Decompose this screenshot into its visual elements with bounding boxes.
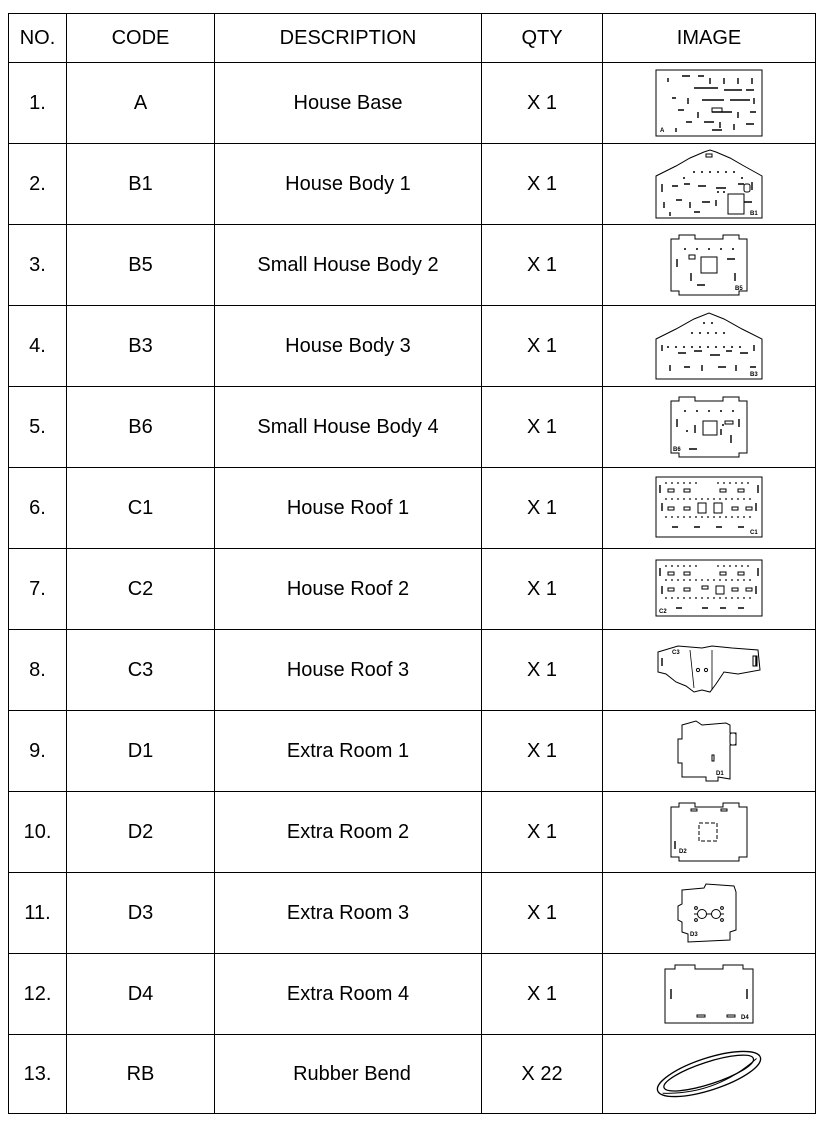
header-row xyxy=(9,14,816,63)
row-no: 3. xyxy=(9,225,67,306)
row-no: 5. xyxy=(9,387,67,468)
table-row xyxy=(9,387,816,468)
row-qty: X 1 xyxy=(482,711,603,792)
extra-room-2-panel-icon xyxy=(667,801,751,863)
row-image xyxy=(603,468,816,549)
row-code: B5 xyxy=(67,225,215,306)
row-image xyxy=(603,306,816,387)
row-image xyxy=(603,954,816,1035)
parts-list-table xyxy=(8,13,816,1114)
house-roof-1-panel-icon xyxy=(654,475,764,541)
house-roof-2-panel-icon xyxy=(654,558,764,620)
row-description: House Roof 1 xyxy=(215,468,482,549)
row-description: House Body 3 xyxy=(215,306,482,387)
table-row xyxy=(9,144,816,225)
row-code: D1 xyxy=(67,711,215,792)
row-code: B6 xyxy=(67,387,215,468)
row-qty: X 1 xyxy=(482,468,603,549)
row-no: 1. xyxy=(9,63,67,144)
row-image xyxy=(603,1035,816,1114)
house-roof-3-panel-icon xyxy=(654,644,764,696)
panel-label: B6 xyxy=(673,447,681,453)
header-description: DESCRIPTION xyxy=(215,14,482,63)
table-row xyxy=(9,630,816,711)
row-description: House Base xyxy=(215,63,482,144)
row-qty: X 1 xyxy=(482,387,603,468)
row-image xyxy=(603,63,816,144)
row-description: Rubber Bend xyxy=(215,1035,482,1114)
row-description: Extra Room 1 xyxy=(215,711,482,792)
row-no: 7. xyxy=(9,549,67,630)
row-no: 6. xyxy=(9,468,67,549)
panel-label: B5 xyxy=(735,286,743,292)
house-body-3-panel-icon xyxy=(654,311,764,381)
table-row xyxy=(9,1035,816,1114)
small-house-body-4-panel-icon xyxy=(667,395,751,459)
panel-label: C1 xyxy=(750,530,758,536)
panel-label: C3 xyxy=(672,650,680,656)
panel-label: B1 xyxy=(750,211,758,217)
panel-label: D4 xyxy=(741,1015,749,1021)
row-description: Extra Room 2 xyxy=(215,792,482,873)
panel-label: D1 xyxy=(716,771,724,777)
row-code: D3 xyxy=(67,873,215,954)
row-code: A xyxy=(67,63,215,144)
table-row xyxy=(9,468,816,549)
row-image xyxy=(603,792,816,873)
row-qty: X 1 xyxy=(482,792,603,873)
row-qty: X 1 xyxy=(482,630,603,711)
panel-label: C2 xyxy=(659,609,667,615)
table-row xyxy=(9,63,816,144)
table-row xyxy=(9,792,816,873)
rubber-band-icon xyxy=(649,1044,769,1104)
row-no: 4. xyxy=(9,306,67,387)
row-description: Small House Body 2 xyxy=(215,225,482,306)
panel-label: B3 xyxy=(750,372,758,378)
header-image: IMAGE xyxy=(603,14,816,63)
panel-label: A xyxy=(660,128,665,134)
row-qty: X 1 xyxy=(482,144,603,225)
row-code: D4 xyxy=(67,954,215,1035)
row-qty: X 1 xyxy=(482,225,603,306)
table-row xyxy=(9,549,816,630)
row-description: Extra Room 3 xyxy=(215,873,482,954)
table-row xyxy=(9,873,816,954)
row-qty: X 1 xyxy=(482,954,603,1035)
row-code: RB xyxy=(67,1035,215,1114)
small-house-body-2-panel-icon xyxy=(667,233,751,297)
table-row xyxy=(9,711,816,792)
panel-label: D2 xyxy=(679,849,687,855)
table-row xyxy=(9,954,816,1035)
row-description: House Roof 3 xyxy=(215,630,482,711)
row-no: 10. xyxy=(9,792,67,873)
row-code: B1 xyxy=(67,144,215,225)
row-image xyxy=(603,549,816,630)
row-description: Extra Room 4 xyxy=(215,954,482,1035)
header-code: CODE xyxy=(67,14,215,63)
header-no: NO. xyxy=(9,14,67,63)
row-qty: X 1 xyxy=(482,306,603,387)
panel-label: D3 xyxy=(690,932,698,938)
row-qty: X 1 xyxy=(482,63,603,144)
row-description: House Body 1 xyxy=(215,144,482,225)
table-row xyxy=(9,225,816,306)
row-no: 9. xyxy=(9,711,67,792)
row-no: 8. xyxy=(9,630,67,711)
row-image xyxy=(603,144,816,225)
header-qty: QTY xyxy=(482,14,603,63)
row-code: C2 xyxy=(67,549,215,630)
house-body-1-panel-icon xyxy=(654,148,764,220)
row-code: B3 xyxy=(67,306,215,387)
row-image xyxy=(603,387,816,468)
row-image xyxy=(603,630,816,711)
extra-room-4-panel-icon xyxy=(661,961,757,1027)
row-image xyxy=(603,711,816,792)
house-base-panel-icon xyxy=(654,68,764,138)
row-code: D2 xyxy=(67,792,215,873)
row-no: 12. xyxy=(9,954,67,1035)
row-qty: X 22 xyxy=(482,1035,603,1114)
row-description: Small House Body 4 xyxy=(215,387,482,468)
row-code: C1 xyxy=(67,468,215,549)
row-image xyxy=(603,225,816,306)
extra-room-3-panel-icon xyxy=(676,882,742,944)
row-qty: X 1 xyxy=(482,873,603,954)
row-no: 2. xyxy=(9,144,67,225)
row-no: 11. xyxy=(9,873,67,954)
row-image xyxy=(603,873,816,954)
table-row xyxy=(9,306,816,387)
row-qty: X 1 xyxy=(482,549,603,630)
row-no: 13. xyxy=(9,1035,67,1114)
extra-room-1-panel-icon xyxy=(676,719,742,783)
row-code: C3 xyxy=(67,630,215,711)
row-description: House Roof 2 xyxy=(215,549,482,630)
